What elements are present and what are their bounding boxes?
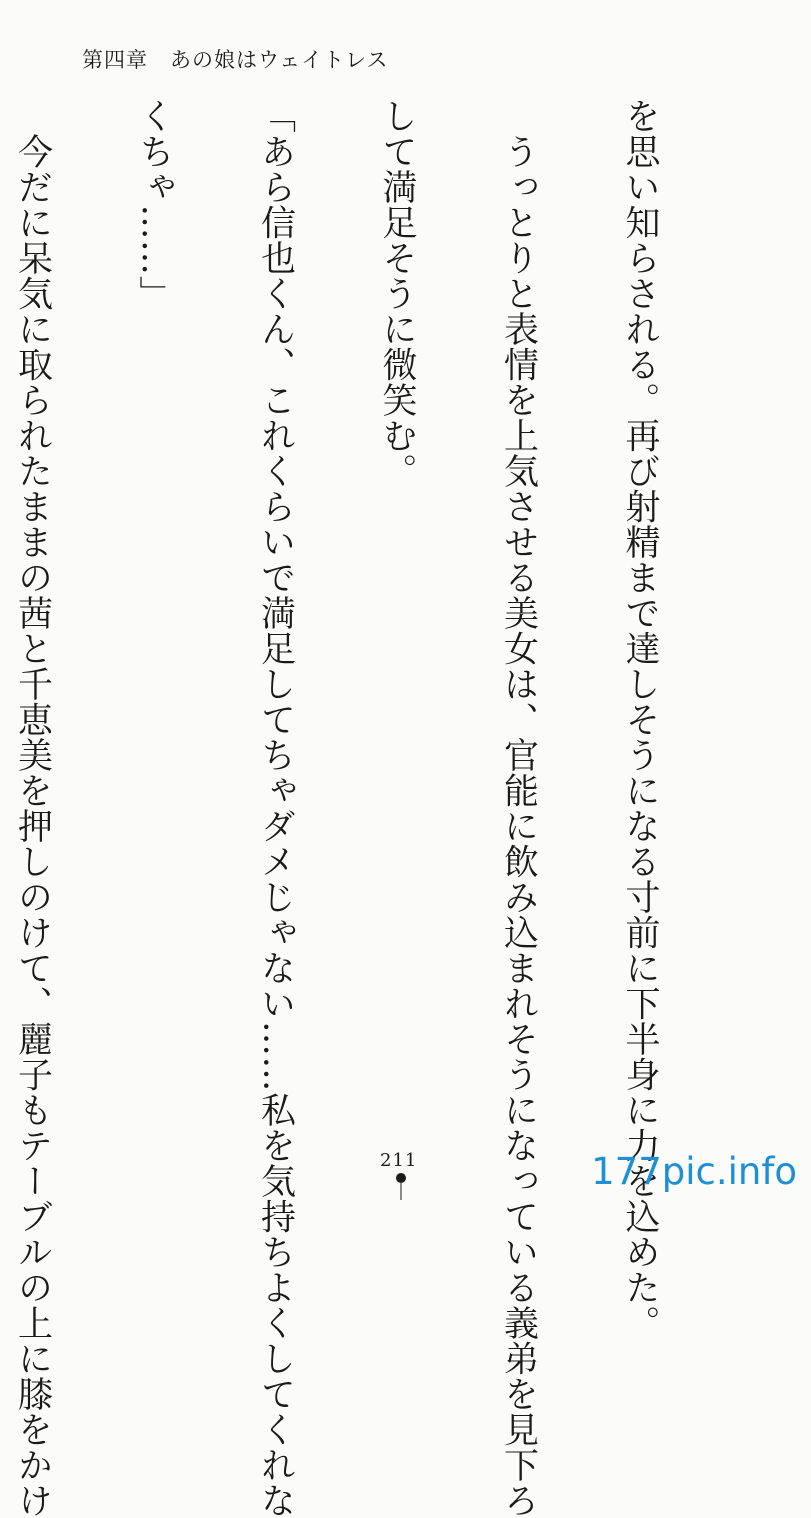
watermark-text: 177pic.info bbox=[591, 1150, 797, 1193]
text-line: 「あら信也くん、これくらいで満足してちゃダメじゃない……私を気持ちよくしてくれな bbox=[255, 98, 296, 1518]
page-number: 211 bbox=[380, 1150, 418, 1171]
text-line: くちゃ……」 bbox=[134, 98, 174, 311]
text-line: を思い知らされる。再び射精まで達しそうになる寸前に下半身に力を込めた。 bbox=[620, 98, 660, 1341]
text-line: 今だに呆気に取られたままの茜と千恵美を押しのけて、麗子もテーブルの上に膝をかけ bbox=[12, 98, 53, 1518]
chapter-title: 第四章 あの娘はウェイトレス bbox=[82, 48, 389, 72]
text-line: して満足そうに微笑む。 bbox=[377, 98, 417, 489]
text-line: うっとりと表情を上気させる美女は、官能に飲み込まれそうになっている義弟を見下ろ bbox=[498, 98, 539, 1518]
folio-marker-icon bbox=[395, 1172, 407, 1200]
